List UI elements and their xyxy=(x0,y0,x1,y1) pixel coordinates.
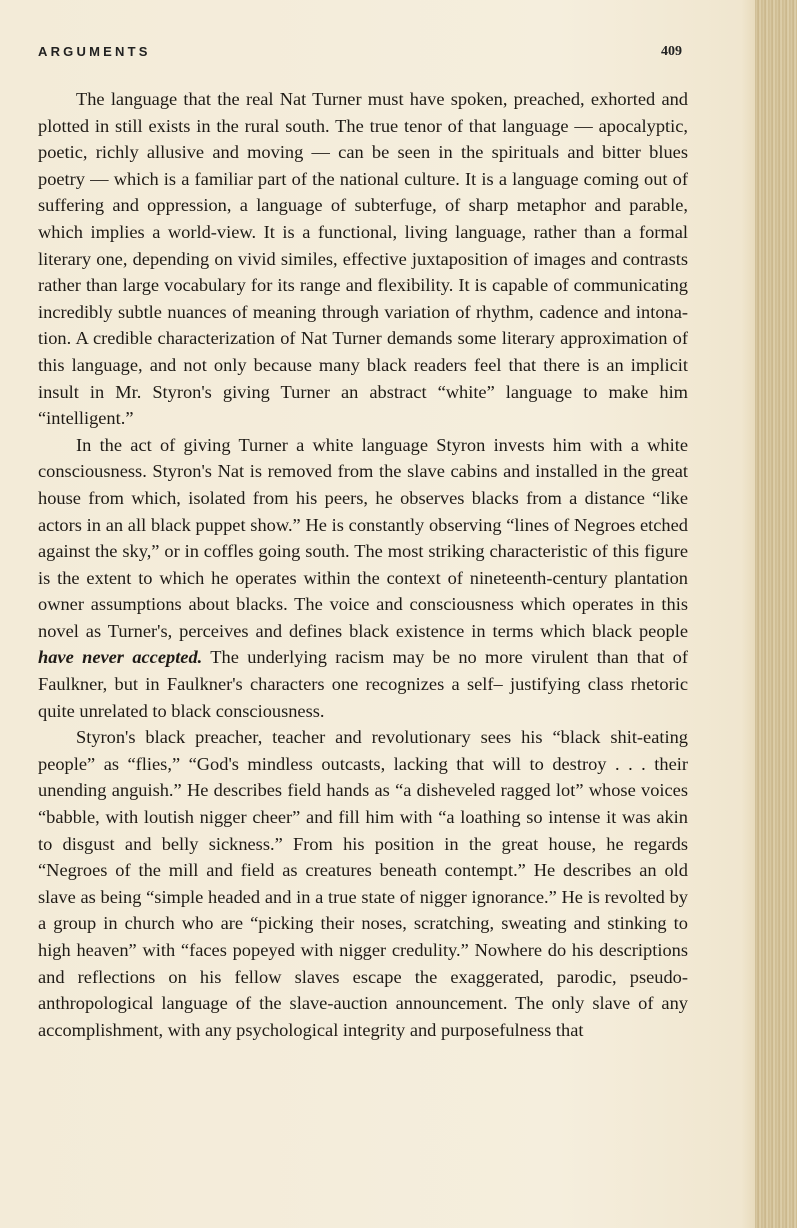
page-header xyxy=(38,44,682,68)
paragraph-2-before: In the act of giving Turner a white language Styron invests him with a white consciousness. Styron's Nat is removed from the slave cabins and installed in the great house from which, isolated from his peers, he observes blacks from a distance “like actors in an all black puppet show.” He is constantly observing “lines of Negroes etched against the sky,” or in coffles going south. The most striking characteristic of this figure is the extent to which he operates within the context of nineteenth-century plantation owner assumptions about blacks. The voice and consciousness which operates in this novel as Turner's, perceives and defines black existence in terms which black people xyxy=(38,434,688,641)
paragraph-2-emphasis: have never accepted. xyxy=(38,647,203,668)
body-text xyxy=(38,86,688,1043)
paragraph-2-after: The underlying racism may be no more virulent than that of Faulkner, but in Faulkner's characters one recognizes a self– justifying class rhetoric quite unrelated to black consciousness. xyxy=(38,647,688,721)
paragraph-2 xyxy=(38,432,688,725)
running-head: ARGUMENTS xyxy=(38,44,151,59)
page-number: 409 xyxy=(661,44,682,59)
paragraph-1: The language that the real Nat Turner must have spoken, preached, exhorted and plotted in still exists in the rural south. The true tenor of that language — apocalyptic, poetic, richly allusive and moving — can be seen in the spirituals and bitter blues poetry — which is a familiar part of the national culture. It is a language coming out of suffering and oppression, a language of subterfuge, of sharp metaphor and parable, which implies a world-view. It is a functional, living language, rather than a formal literary one, depending on vivid similes, effective juxtaposition of images and contrasts rather than large vocabulary for its range and flexibility. It is capable of communicating incredibly subtle nuances of meaning through variation of rhythm, cadence and intonation. A credible characterization of Nat Turner demands some literary approximation of this language, and not only because many black readers feel that there is an implicit insult in Mr. Styron's giving Turner an abstract “white” language to make him “intelligent.” xyxy=(38,89,688,429)
paragraph-3: Styron's black preacher, teacher and revolutionary sees his “black shit-eating people” as “flies,” “God's mindless outcasts, lacking that will to destroy . . . their unending anguish.” He describes field hands as “a disheveled ragged lot” whose voices “babble, with loutish nigger cheer” and fill him with “a loathing so intense it was akin to disgust and belly sickness.” From his position in the great house, he regards “Negroes of the mill and field as creatures beneath contempt.” He describes an old slave as being “simple headed and in a true state of nigger ignorance.” He is revolted by a group in church who are “picking their noses, scratching, sweating and stinking to high heaven” with “faces popeyed with nigger credulity.” Nowhere do his descriptions and reflections on his fellow slaves escape the exaggerated, parodic, pseudo-anthropological language of the slave-auction announcement. The only slave of any accomplishment, with any psychological integrity and purposefulness that xyxy=(38,727,688,1040)
page-edge-stack xyxy=(755,0,797,1228)
